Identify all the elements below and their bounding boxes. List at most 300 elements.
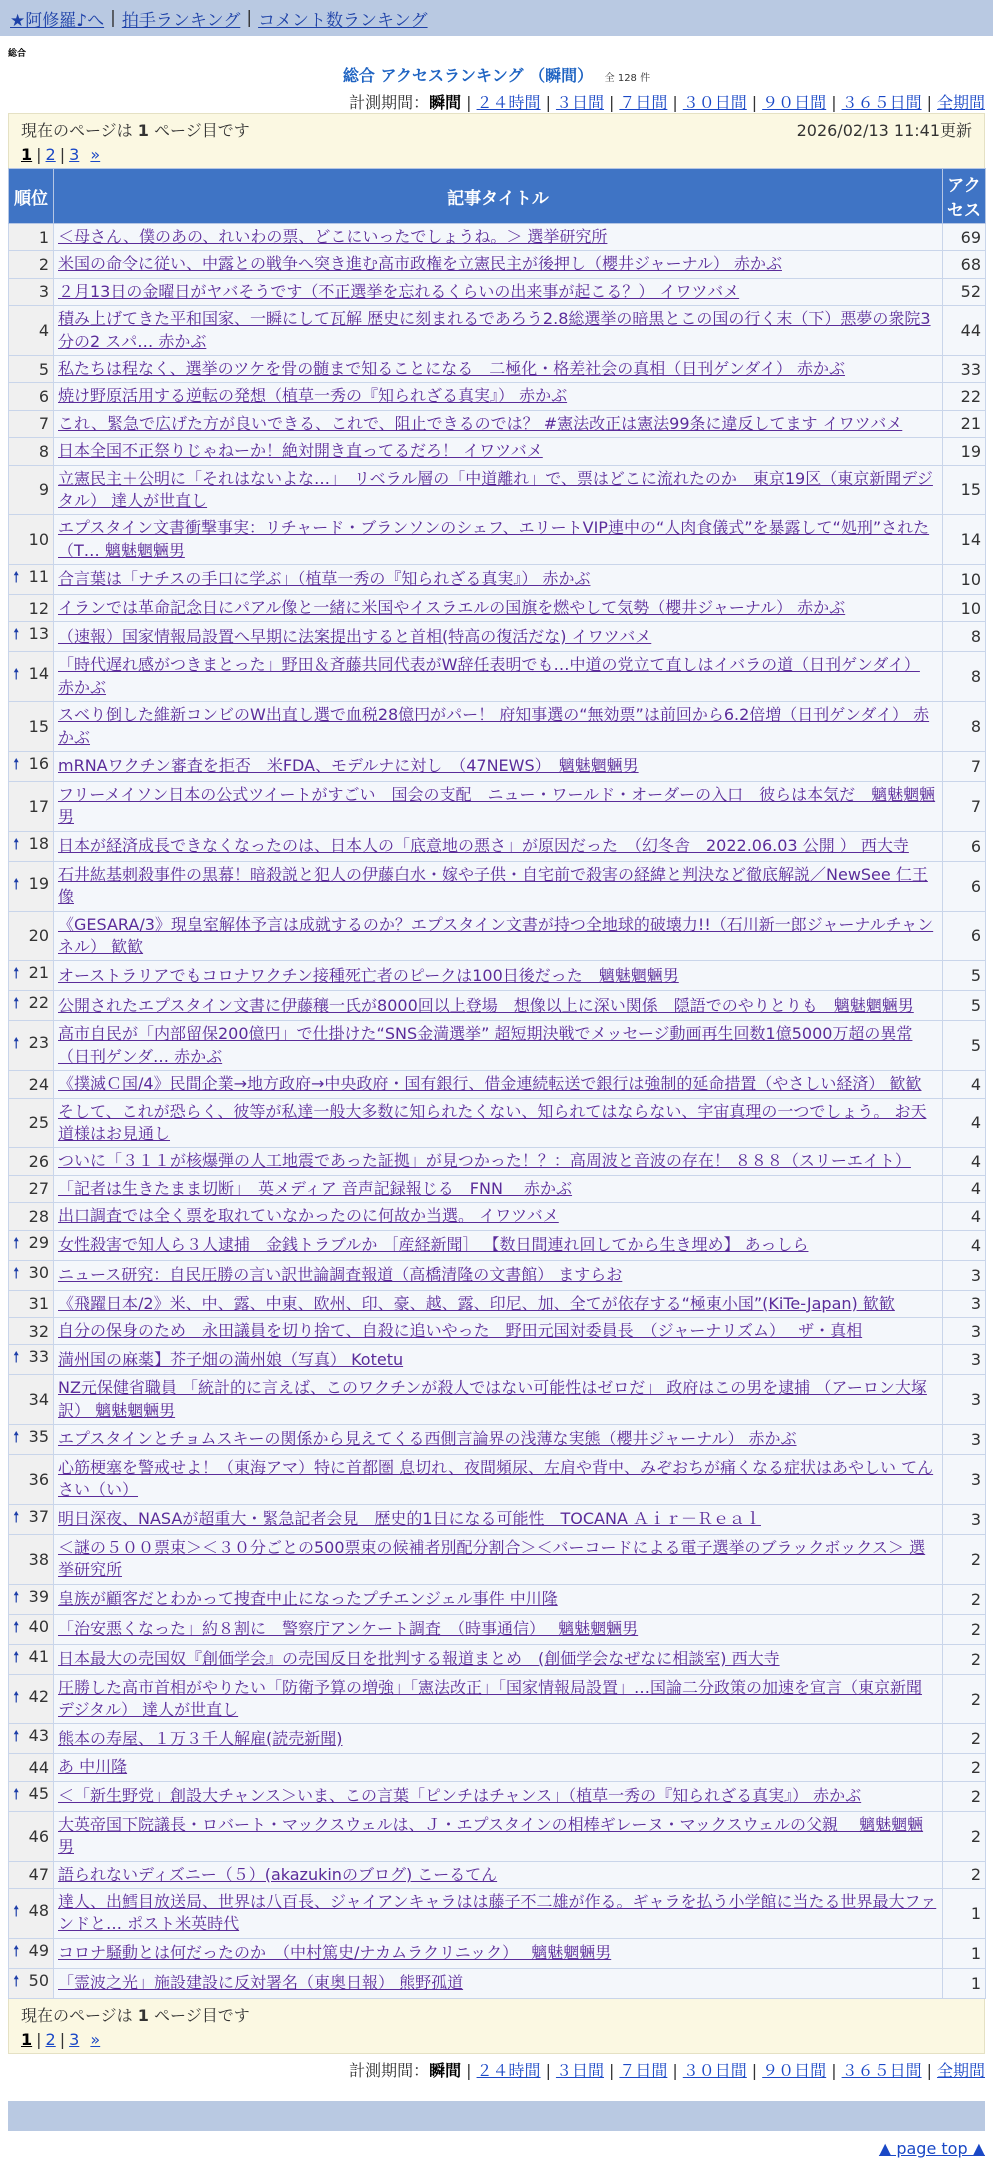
title-cell (54, 1203, 943, 1230)
access-count: 4 (943, 1098, 986, 1148)
access-count: 7 (943, 752, 986, 782)
table-row (9, 1455, 986, 1505)
article-title-link[interactable]: 米国の命令に従い、中露との戦争へ突き進む高市政権を立憲民主が後押し（櫻井ジャーナル） 赤かぶ (58, 254, 782, 274)
table-row (9, 1071, 986, 1098)
title-cell (54, 465, 943, 515)
rank-cell (9, 1584, 54, 1614)
top-link-comment-ranking[interactable]: コメント数ランキング (258, 10, 428, 31)
article-title-link[interactable]: mRNAワクチン審査を拒否 米FDA、モデルナに対し （47NEWS） 魑魅魍魎男 (58, 756, 639, 776)
rank-cell (9, 1375, 54, 1425)
rank-cell (9, 306, 54, 356)
rank-number: 47 (28, 1865, 49, 1885)
table-row (9, 1290, 986, 1317)
title-cell (54, 622, 943, 652)
access-count: 14 (943, 515, 986, 565)
page-link[interactable]: 2 (45, 2029, 56, 2049)
title-cell (54, 595, 943, 622)
page-separator: | (36, 145, 42, 164)
page-links (21, 2030, 972, 2049)
breadcrumb: 総合 (8, 49, 27, 59)
article-title-link[interactable]: 合言葉は「ナチスの手口に学ぶ」（植草一秀の『知られざる真実』） 赤かぶ (58, 569, 591, 589)
article-title-link[interactable]: スベり倒した維新コンビのW出直し選で血税28億円がパー！ 府知事選の“無効票”は前回から6.2倍増（日刊ゲンダイ） 赤かぶ (58, 705, 930, 747)
rank-number: 42 (28, 1686, 49, 1706)
table-row (9, 831, 986, 861)
period-link[interactable]: ７日間 (619, 93, 668, 112)
rank-cell (9, 1968, 54, 1998)
period-link[interactable]: 全期間 (936, 2060, 985, 2080)
up-arrow-icon: 🠕 (13, 1348, 20, 1367)
table-row (9, 1230, 986, 1260)
article-title-link[interactable]: 満州国の麻薬】芥子畑の満州娘（写真） Kotetu (58, 1349, 404, 1369)
col-header-rank: 順位 (9, 169, 54, 224)
title-cell (54, 410, 943, 437)
rank-cell (9, 652, 54, 702)
access-count: 2 (943, 1534, 986, 1584)
rank-cell (9, 1888, 54, 1938)
period-separator: | (545, 2060, 551, 2080)
article-title-link[interactable]: 日本が経済成長できなくなったのは、日本人の「底意地の悪さ」が原因だった （幻冬舎 2022.06.03 公開 ） 西大寺 (58, 836, 909, 856)
period-link[interactable]: ９０日間 (762, 2060, 827, 2080)
access-count: 3 (943, 1260, 986, 1290)
rank-cell (9, 622, 54, 652)
rank-cell (9, 438, 54, 465)
page-link[interactable]: 3 (69, 145, 80, 164)
rank-number: 43 (28, 1726, 49, 1746)
article-title-link[interactable]: NZ元保健省職員 「統計的に言えば、このワクチンが殺人ではない可能性はゼロだ」 政府はこの男を逮捕 （アーロン大塚訳） 魑魅魍魎男 (58, 1378, 927, 1420)
period-separator: | (926, 2060, 932, 2080)
access-count: 1 (943, 1968, 986, 1998)
period-separator: | (545, 93, 551, 112)
article-title-link[interactable]: 「時代遅れ感がつきまとった」野田＆斉藤共同代表がW辞任表明でも…中道の党立て直しはイバラの道（日刊ゲンダイ） 赤かぶ (58, 655, 920, 697)
rank-number: 17 (28, 796, 49, 816)
period-link[interactable]: ３０日間 (682, 2060, 747, 2080)
rank-number: 18 (28, 833, 49, 853)
col-header-title: 記事タイトル (54, 169, 943, 224)
title-cell (54, 1888, 943, 1938)
period-link[interactable]: ３日間 (555, 93, 604, 112)
period-link[interactable]: ２４時間 (476, 93, 541, 112)
period-selector-top (0, 90, 985, 113)
table-row (9, 251, 986, 278)
article-title-link[interactable]: エプスタイン文書衝撃事実：リチャード・ブランソンのシェフ、エリートVIP連中の“人肉食儀式”を暴露して“処刑”された（T… 魑魅魍魎男 (58, 518, 930, 560)
article-title-link[interactable]: ＜謎の５００票束＞＜３０分ごとの500票束の候補者別配分割合＞＜バーコードによる電子選挙のブラックボックス＞ 選挙研究所 (58, 1537, 926, 1580)
article-title-link[interactable]: 「霊波之光」施設建設に反対署名（東奥日報） 熊野孤道 (58, 1973, 464, 1993)
rank-cell (9, 752, 54, 782)
article-title-link[interactable]: ニュース研究：自民圧勝の言い訳世論調査報道（高橋清隆の文書館） ますらお (58, 1264, 623, 1284)
rank-number: 8 (38, 441, 49, 461)
rank-number: 38 (28, 1549, 49, 1569)
rank-cell (9, 465, 54, 515)
rank-cell (9, 1290, 54, 1317)
col-header-count: アクセス (943, 169, 986, 224)
rank-number: 50 (28, 1970, 49, 1990)
up-arrow-icon: 🠕 (13, 1687, 20, 1706)
table-row (9, 961, 986, 991)
period-separator: | (672, 93, 678, 112)
title-cell (54, 278, 943, 305)
article-title-link[interactable]: 「記者は生きたまま切断」 英メディア 音声記録報じる FNN 赤かぶ (58, 1178, 573, 1198)
article-title-link[interactable]: （速報）国家情報局設置へ早期に法案提出すると首相(特高の復活だな) イワツバメ (58, 626, 652, 646)
rank-number: 39 (28, 1586, 49, 1606)
title-cell (54, 306, 943, 356)
title-cell (54, 1375, 943, 1425)
title-cell (54, 911, 943, 961)
access-count: 2 (943, 1724, 986, 1754)
page-current: 1 (21, 145, 33, 164)
rank-number: 45 (28, 1783, 49, 1803)
table-row (9, 782, 986, 832)
title-cell (54, 1175, 943, 1202)
title-cell (54, 224, 943, 251)
rank-number: 31 (28, 1294, 49, 1314)
period-separator: | (466, 2060, 472, 2080)
period-link[interactable]: ３６５日間 (841, 2060, 922, 2080)
rank-number: 37 (28, 1506, 49, 1526)
title-cell (54, 861, 943, 911)
access-count: 15 (943, 465, 986, 515)
article-title-link[interactable]: そして、これが恐らく、彼等が私達一般大多数に知られたくない、知られてはならない、宇宙真理の一つでしょう。 お天道様はお見通し (58, 1101, 927, 1143)
access-count: 1 (943, 1938, 986, 1968)
access-count: 4 (943, 1148, 986, 1175)
rank-cell (9, 355, 54, 382)
rank-cell (9, 1811, 54, 1861)
page-top-link[interactable]: ▲ page top ▲ (878, 2138, 985, 2158)
table-row (9, 991, 986, 1021)
article-title-link[interactable]: 私たちは程なく、選挙のツケを骨の髄まで知ることになる 二極化・格差社会の真相（日刊ゲンダイ） 赤かぶ (58, 358, 846, 378)
title-cell (54, 1584, 943, 1614)
title-cell (54, 565, 943, 595)
period-link[interactable]: ２４時間 (476, 2060, 541, 2080)
title-cell (54, 1968, 943, 1998)
article-title-link[interactable]: 圧勝した高市首相がやりたい「防衛予算の増強」「憲法改正」「国家情報局設置」…国論二分政策の加速を宣言（東京新聞デジタル） 達人が世直し (58, 1677, 923, 1720)
title-cell (54, 652, 943, 702)
page-current: 1 (21, 2029, 33, 2049)
access-count: 2 (943, 1861, 986, 1888)
table-row (9, 1888, 986, 1938)
rank-number: 13 (28, 624, 49, 644)
article-title-link[interactable]: エプスタインとチョムスキーの関係から見えてくる西側言論界の浅薄な実態（櫻井ジャーナル） 赤かぶ (58, 1429, 797, 1449)
rank-cell (9, 991, 54, 1021)
up-arrow-icon: 🠕 (13, 1941, 20, 1960)
up-arrow-icon: 🠕 (13, 1617, 20, 1636)
table-row (9, 622, 986, 652)
access-count: 7 (943, 782, 986, 832)
rank-number: 7 (38, 414, 49, 434)
access-count: 8 (943, 652, 986, 702)
up-arrow-icon: 🠕 (13, 1647, 20, 1666)
title-cell (54, 1861, 943, 1888)
title-cell (54, 515, 943, 565)
page-title-block (0, 63, 993, 86)
period-link[interactable]: 全期間 (936, 93, 985, 112)
title-cell (54, 961, 943, 991)
page-links (21, 145, 972, 164)
period-separator: | (466, 93, 472, 112)
rank-number: 24 (28, 1074, 49, 1094)
access-count: 52 (943, 278, 986, 305)
table-row (9, 383, 986, 410)
article-title-link[interactable]: 語られないディズニー（５）(akazukinのブログ) こーるてん (58, 1864, 498, 1884)
table-row (9, 410, 986, 437)
top-nav-bar (0, 0, 993, 36)
page-next-link[interactable]: » (90, 145, 101, 164)
title-cell (54, 355, 943, 382)
rank-cell (9, 1781, 54, 1811)
article-title-link[interactable]: 明日深夜、NASAが超重大・緊急記者会見 歴史的1日になる可能性 TOCANA Ａｉｒ－Ｒｅａｌ (58, 1509, 761, 1529)
period-label: 計測期間： (349, 93, 430, 112)
rank-cell (9, 1175, 54, 1202)
rank-cell (9, 1644, 54, 1674)
article-title-link[interactable]: コロナ騒動とは何だったのか （中村篤史/ナカムラクリニック） 魑魅魍魎男 (58, 1943, 612, 1963)
period-link[interactable]: ３０日間 (682, 93, 747, 112)
period-link[interactable]: ７日間 (619, 2060, 668, 2080)
rank-number: 3 (38, 282, 49, 302)
page-separator: | (59, 145, 66, 164)
up-arrow-icon: 🠕 (13, 964, 20, 983)
table-row (9, 1504, 986, 1534)
up-arrow-icon: 🠕 (13, 568, 20, 587)
up-arrow-icon: 🠕 (13, 1034, 20, 1053)
page-link[interactable]: 3 (69, 2029, 80, 2049)
access-count: 10 (943, 595, 986, 622)
rank-cell (9, 1754, 54, 1781)
access-count: 2 (943, 1644, 986, 1674)
rank-number: 4 (38, 321, 49, 341)
rank-number: 35 (28, 1427, 49, 1447)
rank-cell (9, 1861, 54, 1888)
up-arrow-icon: 🠕 (13, 1971, 20, 1990)
period-link[interactable]: ９０日間 (762, 93, 827, 112)
article-title-link[interactable]: あ 中川隆 (58, 1757, 128, 1777)
up-arrow-icon: 🠕 (13, 1587, 20, 1606)
table-row (9, 1644, 986, 1674)
rank-number: 36 (28, 1469, 49, 1489)
rank-number: 16 (28, 754, 49, 774)
article-title-link[interactable]: 日本全国不正祭りじゃねーか！絶対開き直ってるだろ！ イワツバメ (58, 441, 543, 461)
rank-number: 48 (28, 1900, 49, 1920)
up-arrow-icon: 🠕 (13, 625, 20, 644)
access-count: 3 (943, 1375, 986, 1425)
rank-cell (9, 861, 54, 911)
article-title-link[interactable]: イランでは革命記念日にパアル像と一緒に米国やイスラエルの国旗を燃やして気勢（櫻井ジャーナル） 赤かぶ (58, 598, 846, 618)
pager-top (8, 113, 985, 168)
article-title-link[interactable]: 焼け野原活用する逆転の発想（植草一秀の『知られざる真実』） 赤かぶ (58, 386, 568, 406)
article-title-link[interactable]: 《飛躍日本/2》米、中、露、中東、欧州、印、豪、越、露、印尼、加、全てが依存する“極東小国”(KiTe-Japan) 歓歓 (58, 1293, 895, 1313)
up-arrow-icon: 🠕 (13, 874, 20, 893)
table-row (9, 1203, 986, 1230)
rank-number: 27 (28, 1179, 49, 1199)
period-link[interactable]: ３日間 (555, 2060, 604, 2080)
rank-number: 19 (28, 873, 49, 893)
table-row (9, 861, 986, 911)
article-title-link[interactable]: 皇族が顧客だとわかって捜査中止になったプチエンジェル事件 中川隆 (58, 1588, 558, 1608)
title-cell (54, 383, 943, 410)
article-title-link[interactable]: ＜母さん、僕のあの、れいわの票、どこにいったでしょうね。＞ 選挙研究所 (58, 227, 608, 246)
rank-number: 40 (28, 1616, 49, 1636)
rank-number: 30 (28, 1262, 49, 1282)
article-title-link[interactable]: 「治安悪くなった」約８割に 警察庁アンケート調査 （時事通信） 魑魅魍魎男 (58, 1618, 639, 1638)
title-cell (54, 1317, 943, 1344)
access-count: 5 (943, 961, 986, 991)
table-row (9, 1754, 986, 1781)
up-arrow-icon: 🠕 (13, 994, 20, 1013)
access-count: 44 (943, 306, 986, 356)
table-row (9, 278, 986, 305)
up-arrow-icon: 🠕 (13, 1428, 20, 1447)
article-title-link[interactable]: 公開されたエプスタイン文書に伊藤穰一氏が8000回以上登場 想像以上に深い関係 隠語でのやりとりも 魑魅魍魎男 (58, 995, 914, 1015)
access-count: 5 (943, 991, 986, 1021)
top-link-clap-ranking[interactable]: 拍手ランキング (121, 10, 241, 31)
article-title-link[interactable]: ついに「３１１が核爆弾の人工地震であった証拠」が見つかった！？：高周波と音波の存在！ ８８８（スリーエイト） (58, 1151, 911, 1171)
table-row (9, 1260, 986, 1290)
access-count: 3 (943, 1504, 986, 1534)
article-title-link[interactable]: 達人、出鱈目放送局、世界は八百長、ジャイアンキャラはは藤子不二雄が作る。ギャラを払う小学館に当たる世界最大ファンドと… ポスト米英時代 (58, 1891, 937, 1934)
total-count: 全 128 件 (604, 73, 651, 84)
period-current: 瞬間 (429, 93, 462, 112)
article-title-link[interactable]: ＜「新生野党」創設大チャンス＞いま、この言葉「ピンチはチャンス」（植草一秀の『知られざる真実』） 赤かぶ (58, 1786, 862, 1806)
rank-number: 34 (28, 1390, 49, 1410)
rank-cell (9, 515, 54, 565)
rank-number: 14 (28, 664, 49, 684)
title-cell (54, 251, 943, 278)
title-cell (54, 1230, 943, 1260)
article-title-link[interactable]: 心筋梗塞を警戒せよ！（東海アマ）特に首都圏 息切れ、夜間頻尿、左肩や背中、みぞおちが痛くなる症状はあやしい てんさい（い） (58, 1458, 934, 1500)
access-count: 1 (943, 1888, 986, 1938)
period-separator: | (751, 2060, 758, 2080)
article-title-link[interactable]: 積み上げてきた平和国家、一瞬にして瓦解 歴史に刻まれるであろう2.8総選挙の暗黒とこの国の行く末（下）悪夢の衆院3分の2 スパ… 赤かぶ (58, 309, 931, 351)
rank-number: 28 (28, 1206, 49, 1226)
article-title-link[interactable]: フリーメイソン日本の公式ツイートがすごい 国会の支配 ニュー・ワールド・オーダーの入口 彼らは本気だ 魑魅魍魎男 (58, 785, 936, 827)
access-count: 8 (943, 702, 986, 752)
access-count: 3 (943, 1290, 986, 1317)
rank-cell (9, 1614, 54, 1644)
table-row (9, 1584, 986, 1614)
table-row (9, 1148, 986, 1175)
table-row (9, 595, 986, 622)
pager-bottom (8, 1999, 985, 2054)
article-title-link[interactable]: 日本最大の売国奴『創価学会』の売国反日を批判する報道まとめ (創価学会なぜなに相談室) 西大寺 (58, 1648, 780, 1668)
article-title-link[interactable]: 高市自民が「内部留保200億円」で仕掛けた“SNS金満選挙” 超短期決戦でメッセージ動画再生回数1億5000万超の異常（日刊ゲンダ… 赤かぶ (58, 1024, 913, 1066)
title-cell (54, 1938, 943, 1968)
access-count: 3 (943, 1317, 986, 1344)
title-cell (54, 1290, 943, 1317)
period-separator: | (672, 2060, 678, 2080)
table-row (9, 355, 986, 382)
rank-number: 15 (28, 717, 49, 737)
rank-cell (9, 565, 54, 595)
article-title-link[interactable]: 《撲滅Ｃ国/4》民間企業→地方政府→中央政府・国有銀行、借金連続転送で銀行は強制的延命措置（やさしい経済） 歓歓 (58, 1074, 922, 1094)
rank-cell (9, 1317, 54, 1344)
article-title-link[interactable]: 石井紘基刺殺事件の黒幕！暗殺説と犯人の伊藤白水・嫁や子供・自宅前で殺害の経緯と判決など徹底解説／NewSee 仁王像 (58, 864, 928, 907)
title-cell (54, 1754, 943, 1781)
rank-cell (9, 961, 54, 991)
rank-cell (9, 1230, 54, 1260)
rank-cell (9, 911, 54, 961)
title-cell (54, 1781, 943, 1811)
access-count: 2 (943, 1781, 986, 1811)
access-count: 68 (943, 251, 986, 278)
table-row (9, 1175, 986, 1202)
access-count: 3 (943, 1345, 986, 1375)
period-separator: | (831, 93, 837, 112)
table-row (9, 465, 986, 515)
up-arrow-icon: 🠕 (13, 1263, 20, 1282)
article-title-link[interactable]: 女性殺害で知人ら３人逮捕 金銭トラブルか ［産経新聞］ 【数日間連れ回してから生き埋め】 あっしら (58, 1234, 809, 1254)
access-count: 2 (943, 1754, 986, 1781)
page-next-link[interactable]: » (90, 2029, 101, 2049)
title-cell (54, 1021, 943, 1071)
access-count: 69 (943, 224, 986, 251)
rank-number: 44 (28, 1758, 49, 1778)
article-title-link[interactable]: ２月13日の金曜日がヤバそうです（不正選挙を忘れるくらいの出来事が起こる？） イワツバメ (58, 281, 740, 301)
access-count: 22 (943, 383, 986, 410)
rank-cell (9, 1425, 54, 1455)
table-row (9, 1614, 986, 1644)
top-link-asyura[interactable]: ★阿修羅♪へ (10, 10, 105, 31)
article-title-link[interactable]: 熊本の寿屋、１万３千人解雇(読売新聞) (58, 1728, 343, 1748)
rank-cell (9, 1534, 54, 1584)
up-arrow-icon: 🠕 (13, 1507, 20, 1526)
table-row (9, 1968, 986, 1998)
rank-number: 10 (28, 530, 49, 550)
article-title-link[interactable]: オーストラリアでもコロナワクチン接種死亡者のピークは100日後だった 魑魅魍魎男 (58, 965, 679, 985)
rank-number: 20 (28, 926, 49, 946)
page-link[interactable]: 2 (45, 145, 56, 164)
title-cell (54, 1425, 943, 1455)
article-title-link[interactable]: 出口調査では全く票を取れていなかったのに何故か当選。 イワツバメ (58, 1206, 559, 1226)
rank-cell (9, 1724, 54, 1754)
title-cell (54, 1674, 943, 1724)
period-separator: | (751, 93, 758, 112)
title-cell (54, 1098, 943, 1148)
rank-cell (9, 1021, 54, 1071)
footer-bar (8, 2101, 985, 2131)
article-title-link[interactable]: 大英帝国下院議長・ロバート・マックスウェルは、Ｊ・エプスタインの相棒ギレーヌ・マックスウェルの父親 魑魅魍魎男 (58, 1814, 924, 1857)
access-count: 3 (943, 1455, 986, 1505)
table-row (9, 306, 986, 356)
rank-number: 32 (28, 1321, 49, 1341)
title-cell (54, 1260, 943, 1290)
table-row (9, 1534, 986, 1584)
rank-number: 29 (28, 1232, 49, 1252)
article-title-link[interactable]: 自分の保身のため 永田議員を切り捨て、自殺に追いやった 野田元国対委員長 （ジャーナリズム） ザ・真相 (58, 1320, 863, 1340)
period-current: 瞬間 (429, 2060, 462, 2080)
rank-number: 5 (38, 359, 49, 379)
period-separator: | (608, 93, 615, 112)
rank-number: 25 (28, 1113, 49, 1133)
table-row (9, 1345, 986, 1375)
period-separator: | (608, 2060, 615, 2080)
up-arrow-icon: 🠕 (13, 1784, 20, 1803)
rank-number: 46 (28, 1826, 49, 1846)
period-separator: | (926, 93, 932, 112)
pager-status: 現在のページは 1 ページ目です (21, 2005, 250, 2025)
table-row (9, 1098, 986, 1148)
access-count: 6 (943, 831, 986, 861)
pager-status: 現在のページは 1 ページ目です (21, 121, 250, 140)
article-title-link[interactable]: 立憲民主＋公明に「それはないよな…」 リベラル層の「中道離れ」で、票はどこに流れたのか 東京19区（東京新聞デジタル） 達人が世直し (58, 468, 933, 510)
rank-cell (9, 1345, 54, 1375)
article-title-link[interactable]: これ、緊急で広げた方が良いできる、これで、阻止できるのでは？ #憲法改正は憲法99条に違反してます イワツバメ (58, 413, 903, 433)
rank-cell (9, 1260, 54, 1290)
period-link[interactable]: ３６５日間 (841, 93, 922, 112)
title-cell (54, 752, 943, 782)
title-cell (54, 1614, 943, 1644)
table-row (9, 752, 986, 782)
title-cell (54, 1455, 943, 1505)
title-cell (54, 1644, 943, 1674)
article-title-link[interactable]: 《GESARA/3》現皇室解体予言は成就するのか？エプスタイン文書が持つ全地球的破壊力!!（石川新一郎ジャーナルチャンネル） 歓歓 (58, 914, 934, 956)
